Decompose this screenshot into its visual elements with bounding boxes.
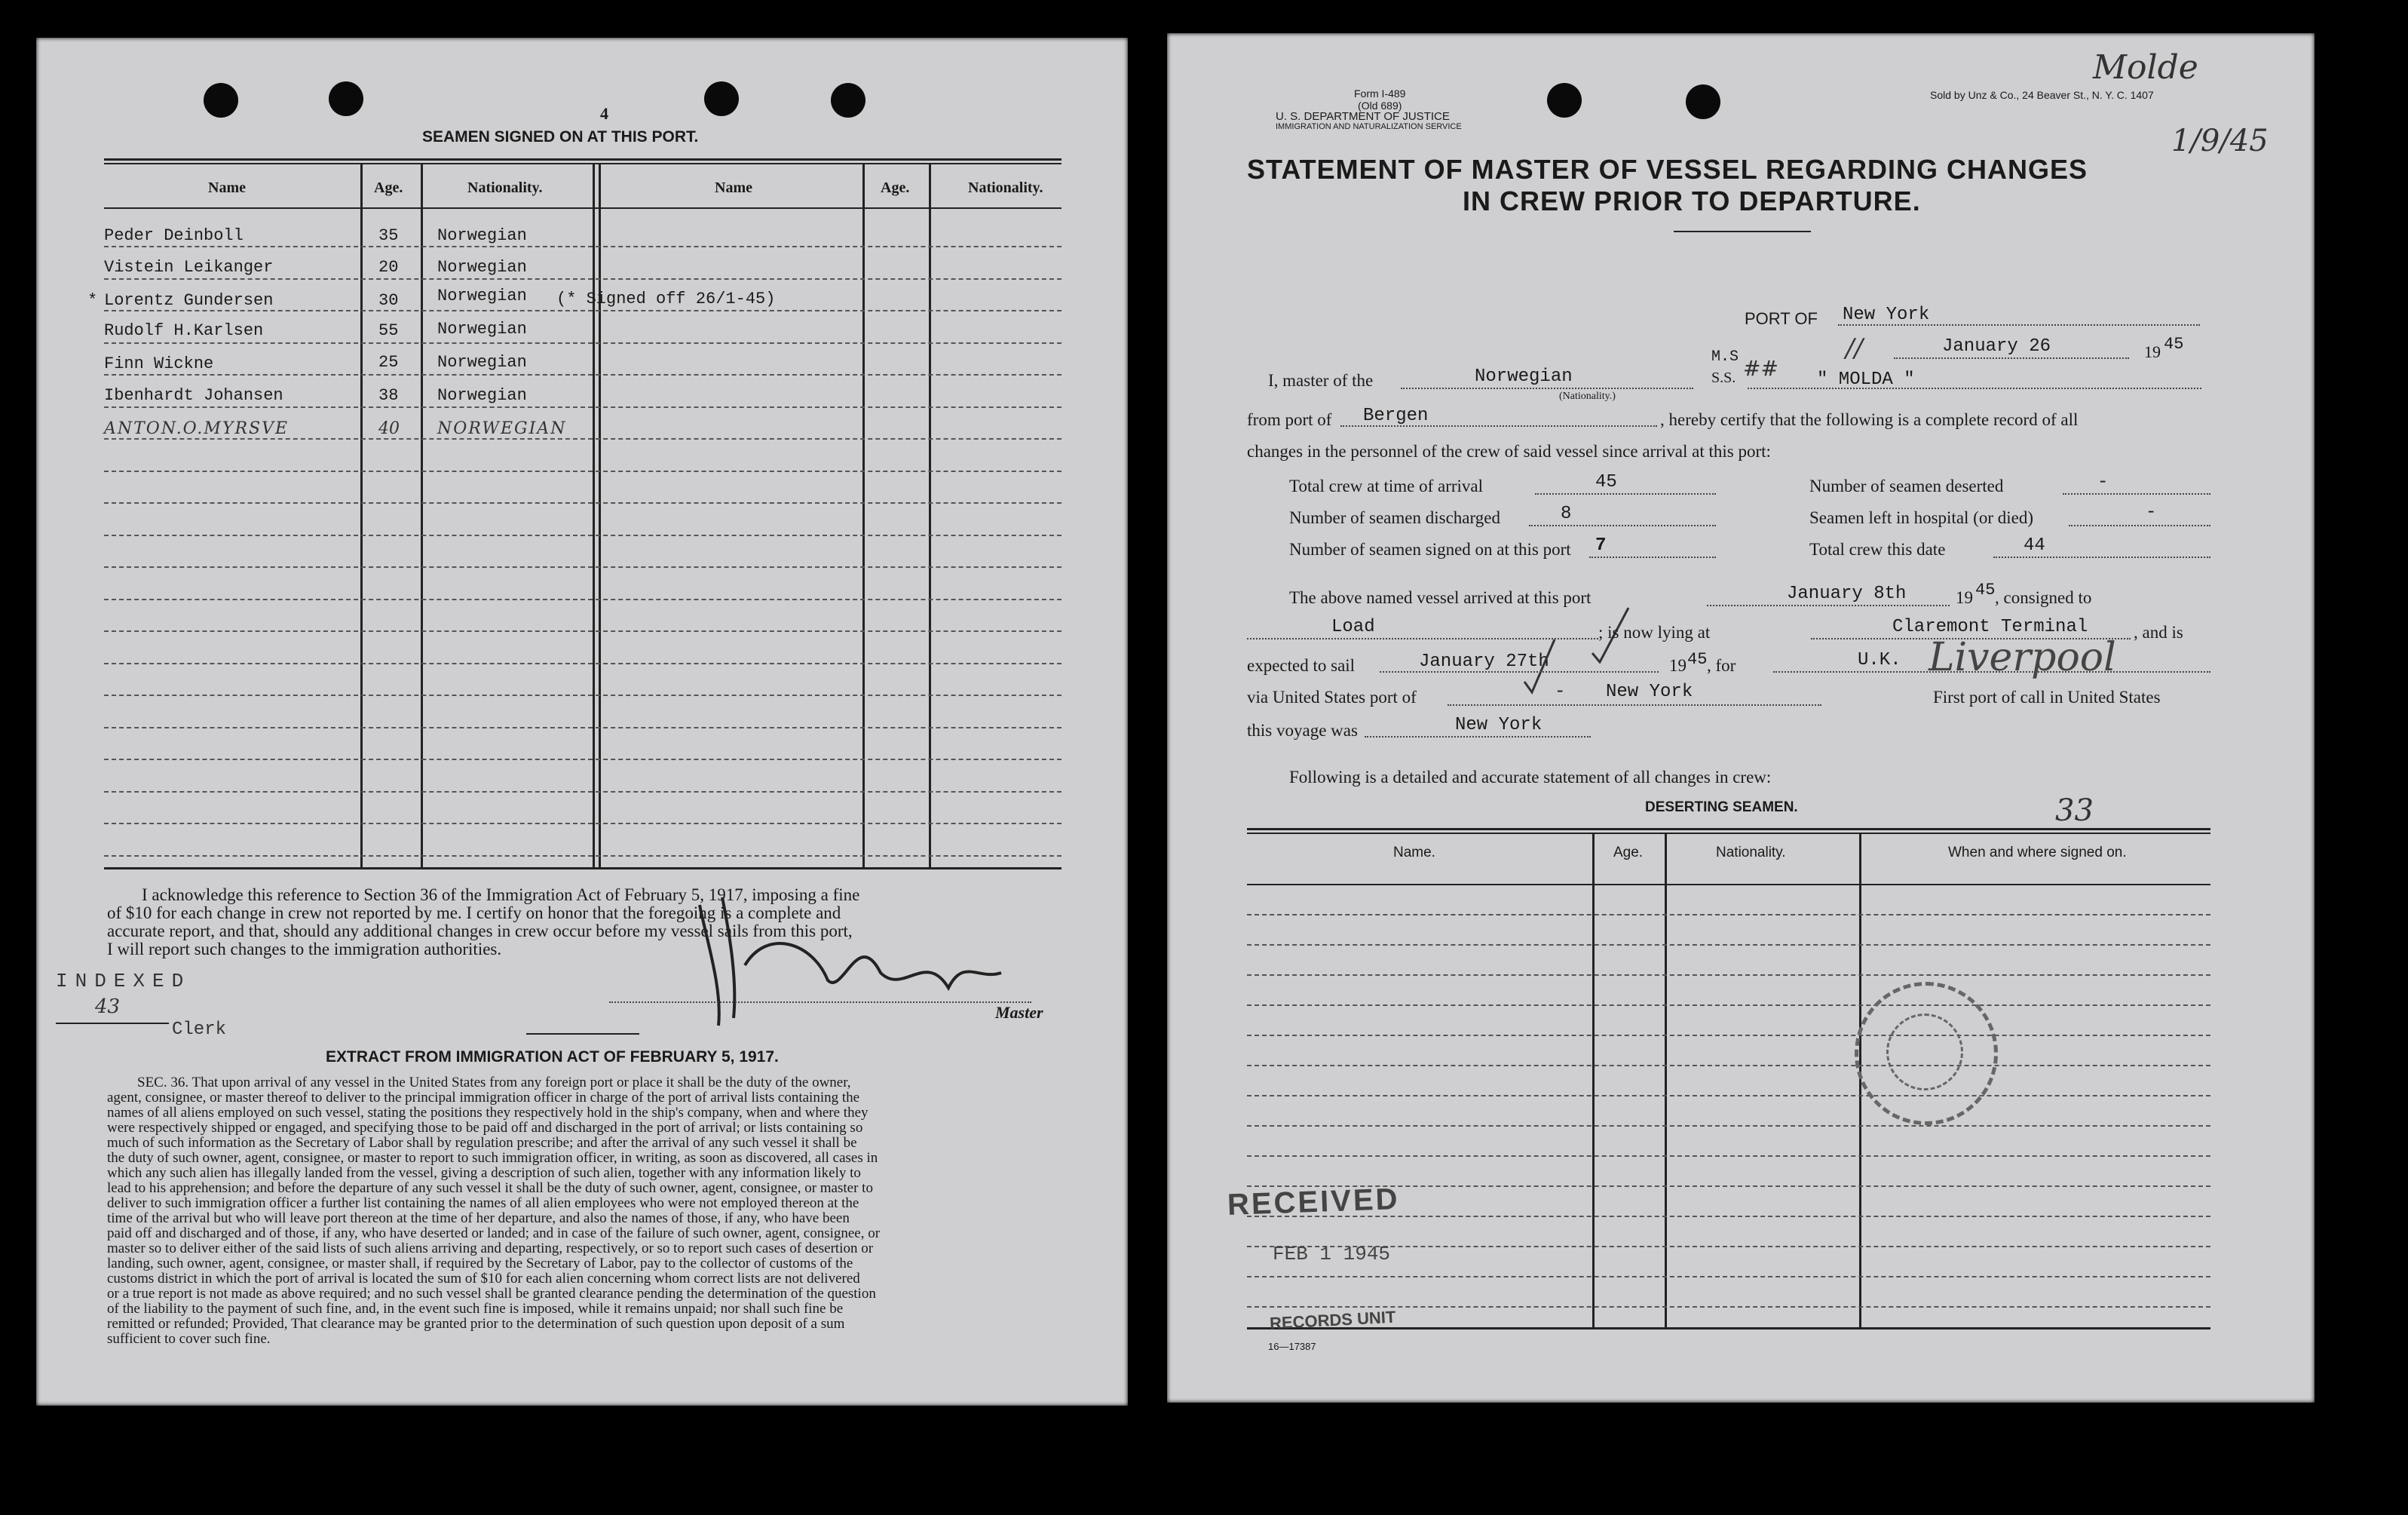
punch-hole: [704, 81, 739, 116]
seaman-nationality: Norwegian: [437, 258, 527, 277]
signed-off-note: (* Signed off 26/1-45): [556, 290, 776, 308]
col-nationality-2: Nationality.: [968, 179, 1043, 196]
row-rule: [1247, 1155, 2210, 1157]
seaman-age: 30: [378, 291, 399, 310]
discharged-label: Number of seamen discharged: [1289, 508, 1500, 527]
row-rule: [104, 502, 1062, 504]
row-rule: [1247, 1004, 2210, 1006]
seaman-name: Lorentz Gundersen: [104, 291, 274, 310]
seaman-age: 55: [378, 321, 399, 340]
row-rule: [104, 406, 1062, 408]
lying-label: ; is now lying at: [1598, 623, 1711, 642]
col-age-2: Age.: [881, 179, 910, 196]
acknowledge-line-3: accurate report, and that, should any additional changes in crew occur before my vessel sails from this port,: [107, 922, 853, 940]
total-day: 44: [2024, 535, 2045, 556]
extract-line: landing, such owner, agent, consignee, or master shall, if required by the Secretary of Labor, pay to the collector of customs of the: [107, 1256, 853, 1271]
seaman-nationality: NORWEGIAN: [437, 419, 567, 438]
total-day-label: Total crew this date: [1809, 540, 1946, 559]
row-rule: [104, 535, 1062, 536]
extract-line: sufficient to cover such fine.: [107, 1331, 271, 1347]
col-name: Name: [208, 179, 246, 196]
extract-line: agent, consignee, or master thereof to deliver to the principal immigration officer in charge of the port of arrival lists containing the: [107, 1090, 860, 1106]
extract-line: remitted or refunded; Provided, That clearance may be granted prior to the determination of such question upon deposit of a sum: [107, 1316, 845, 1332]
service: IMMIGRATION AND NATURALIZATION SERVICE: [1276, 122, 1462, 131]
seaman-age: 25: [378, 353, 399, 372]
row-rule: [104, 663, 1062, 664]
row-rule: [1247, 1065, 2210, 1066]
right-page: [1167, 33, 2315, 1403]
seaman-name: Peder Deinboll: [104, 226, 244, 245]
seaman-name: Ibenhardt Johansen: [104, 386, 283, 405]
row-rule: [104, 791, 1062, 793]
seaman-nationality: Norwegian: [437, 287, 527, 305]
row-rule: [104, 374, 1062, 376]
left-page: [36, 38, 1128, 1406]
total-arrival: 45: [1595, 472, 1617, 492]
extract-line: names of all aliens employed on such vessel, stating the positions they respectively hold in the ship's company, when and where they: [107, 1105, 869, 1121]
row-rule: [104, 823, 1062, 824]
row-rule: [1247, 974, 2210, 976]
master-of-label: I, master of the: [1268, 371, 1374, 390]
row-rule: [104, 566, 1062, 568]
seaman-age: 38: [378, 386, 399, 405]
clerk-number: 43: [95, 995, 121, 1018]
seaman-age: 20: [378, 258, 399, 277]
voyage-port: New York: [1455, 715, 1543, 735]
row-rule: [1247, 1125, 2210, 1127]
seaman-name: Vistein Leikanger: [104, 258, 274, 277]
extract-line: customs district in which the port of arrival is located the sum of $10 for each alien concerning whom correct lists are not delivered: [107, 1271, 860, 1287]
title-line-1: STATEMENT OF MASTER OF VESSEL REGARDING CHANGES: [1247, 154, 2088, 185]
row-rule: [104, 438, 1062, 440]
col-nationality: Nationality.: [467, 179, 543, 196]
extract-line: master so to deliver either of the said lists of such aliens arriving and departing, respectively, or so to report such cases of desertion or: [107, 1241, 874, 1256]
handwritten-molde: Molde: [2093, 48, 2198, 87]
year-prefix-3: 19: [1669, 656, 1687, 675]
punch-hole: [831, 83, 865, 118]
indexed-stamp: INDEXED: [56, 970, 191, 992]
handwritten-mark: //: [1846, 333, 1863, 363]
page-number: 4: [600, 104, 608, 123]
hospital: -: [2146, 502, 2157, 523]
deserting-heading: DESERTING SEAMEN.: [1645, 799, 1798, 815]
extract-line: which any such alien has illegally landed from the vessel, giving a description of such alien, together with any information likely to: [107, 1165, 861, 1181]
extract-body: [107, 1075, 1077, 1347]
extract-line: much of such information as the Secretary of Labor shall by regulation prescribe; and after the arrival of any such vessel it shall be: [107, 1135, 857, 1151]
master-signature: [677, 882, 1024, 1033]
extract-line: the duty of such owner, agent, consignee, or master to report to such immigration officer, in writing, as soon as discovered, all cases in: [107, 1150, 878, 1166]
row-rule: [104, 246, 1062, 247]
seaman-age: 35: [378, 226, 399, 245]
signed-on: 7: [1595, 535, 1607, 556]
extract-line: SEC. 36. That upon arrival of any vessel in the United States from any foreign port or place it shall be the duty of the owner,: [137, 1075, 851, 1090]
sold-by: Sold by Unz & Co., 24 Beaver St., N. Y. C. 1407: [1930, 89, 2154, 101]
destination-handwritten: Liverpool: [1929, 635, 2116, 680]
section-heading: SEAMEN SIGNED ON AT THIS PORT.: [422, 128, 699, 146]
row-rule: [1247, 1035, 2210, 1036]
extract-line: lead to his apprehension; and before the departure of any such vessel it shall be the duty of such owner, agent, consignee, or master to: [107, 1180, 873, 1196]
from-port-label: from port of: [1247, 410, 1332, 429]
year-suffix-3: 45: [1687, 650, 1708, 669]
row-rule: [104, 630, 1062, 632]
title-line-2: IN CREW PRIOR TO DEPARTURE.: [1463, 186, 1921, 216]
port-of-label: PORT OF: [1745, 309, 1818, 328]
row-rule: [104, 695, 1062, 696]
records-unit-stamp: RECORDS UNIT: [1269, 1307, 1396, 1333]
col-age: Age.: [374, 179, 403, 196]
row-rule: [104, 855, 1062, 857]
col-name: Name.: [1393, 845, 1435, 860]
asterisk-mark: *: [87, 291, 98, 310]
arrived-label: The above named vessel arrived at this port: [1289, 588, 1592, 607]
acknowledge-line-4: I will report such changes to the immigration authorities.: [107, 940, 502, 958]
form-number: Form I-489 (Old 689): [1354, 87, 1406, 112]
year-prefix: 19: [2144, 342, 2161, 361]
col-when-where: When and where signed on.: [1948, 845, 2127, 860]
struck-out-mark: ##: [1743, 356, 1778, 381]
handwritten-number: 33: [2055, 793, 2094, 828]
statement-date: January 26: [1942, 336, 2051, 357]
changes-line: changes in the personnel of the crew of said vessel since arrival at this port:: [1247, 442, 1771, 461]
master-label: Master: [995, 1003, 1043, 1022]
handwritten-date: 1/9/45: [2171, 124, 2269, 158]
hospital-label: Seamen left in hospital (or died): [1809, 508, 2034, 527]
row-rule: [1247, 1246, 2210, 1247]
lying-at: Claremont Terminal: [1892, 617, 2088, 637]
extract-line: of the liability to the payment of such fine, and, in the event such fine is imposed, while it remains unpaid; nor shall such fine be: [107, 1301, 844, 1317]
row-rule: [104, 471, 1062, 472]
form-code: 16—17387: [1268, 1341, 1316, 1352]
nationality-caption: (Nationality.): [1559, 391, 1616, 402]
seaman-nationality: Norwegian: [437, 320, 527, 339]
row-rule: [104, 727, 1062, 728]
port-of: New York: [1843, 305, 1930, 325]
deserted-label: Number of seamen deserted: [1809, 477, 2004, 495]
seaman-age: 40: [378, 419, 400, 438]
extract-line: paid off and discharged and of those, if any, who have deserted or landed; and in case of the failure of such owner, agent, consignee, or: [107, 1225, 881, 1241]
extract-line: were respectively shipped or engaged, and specifying those to be paid off and discharged in the port of arrival; or lists containing so: [107, 1120, 863, 1136]
year-prefix-2: 19: [1956, 588, 1973, 607]
received-stamp: RECEIVED: [1227, 1182, 1401, 1222]
ss-label: S.S.: [1711, 370, 1736, 386]
consigned-to: Load: [1331, 617, 1375, 637]
total-arrival-label: Total crew at time of arrival: [1289, 477, 1484, 495]
check-mark: [1521, 636, 1559, 697]
seaman-name: Rudolf H.Karlsen: [104, 321, 264, 340]
extract-line: or a true report is not made as above required; and no such vessel shall be granted clearance pending the determination of the question: [107, 1286, 876, 1302]
certify-text: , hereby certify that the following is a complete record of all: [1660, 410, 2079, 429]
via-dash: -: [1555, 682, 1566, 702]
extract-line: deliver to such immigration officer a further list containing the names of all alien employees who were not employed thereon at the: [107, 1195, 859, 1211]
extract-title: EXTRACT FROM IMMIGRATION ACT OF FEBRUARY 5, 1917.: [326, 1048, 779, 1066]
via-label: via United States port of: [1247, 688, 1417, 707]
for-label: , for: [1707, 656, 1736, 675]
clerk-label: Clerk: [172, 1020, 227, 1040]
vessel-name: " MOLDA ": [1817, 370, 1915, 390]
year-suffix-2: 45: [1975, 581, 1996, 600]
first-port-label: First port of call in United States: [1933, 688, 2161, 707]
row-rule: [104, 759, 1062, 760]
discharged: 8: [1561, 504, 1572, 524]
punch-hole: [1686, 84, 1720, 119]
seaman-nationality: Norwegian: [437, 226, 527, 245]
deserted: -: [2097, 472, 2109, 492]
signed-on-label: Number of seamen signed on at this port: [1289, 540, 1571, 559]
nationality-value: Norwegian: [1475, 366, 1573, 387]
from-port: Bergen: [1363, 406, 1429, 426]
year-suffix: 45: [2164, 335, 2184, 354]
row-rule: [1247, 1276, 2210, 1277]
row-rule: [1247, 914, 2210, 915]
acknowledge-line-2: of $10 for each change in crew not reported by me. I certify on honor that the foregoing is a complete and: [107, 903, 841, 922]
punch-hole: [204, 83, 238, 118]
arrived-date: January 8th: [1787, 584, 1907, 604]
punch-hole: [329, 81, 363, 116]
seaman-name: ANTON.O.MYRSVE: [104, 419, 290, 438]
punch-hole: [1547, 83, 1582, 118]
row-rule: [1247, 944, 2210, 946]
voyage-label: this voyage was: [1247, 721, 1358, 740]
row-rule: [104, 278, 1062, 280]
via-port: New York: [1606, 682, 1693, 702]
consigned-label: , consigned to: [1995, 588, 2092, 607]
and-is-label: , and is: [2134, 623, 2183, 642]
received-date: FEB 1 1945: [1273, 1243, 1391, 1265]
following-text: Following is a detailed and accurate statement of all changes in crew:: [1289, 768, 1772, 787]
row-rule: [1247, 1095, 2210, 1096]
col-age: Age.: [1613, 845, 1644, 860]
extract-line: time of the arrival but who will leave port thereon at the time of her departure, and also the names of those, if any, who have been: [107, 1210, 850, 1226]
acknowledge-line-1: I acknowledge this reference to Section 36 of the Immigration Act of February 5, 1917, imposing a fine: [142, 885, 860, 904]
sail-date: January 27th: [1419, 652, 1549, 672]
for-destination: U.K.: [1858, 650, 1901, 670]
seaman-name: Finn Wickne: [104, 354, 214, 373]
seaman-nationality: Norwegian: [437, 353, 527, 372]
row-rule: [104, 310, 1062, 311]
seaman-nationality: Norwegian: [437, 386, 527, 405]
row-rule: [104, 342, 1062, 344]
col-name-2: Name: [715, 179, 752, 196]
col-nationality: Nationality.: [1716, 845, 1786, 860]
department: U. S. DEPARTMENT OF JUSTICE: [1276, 110, 1450, 123]
row-rule: [104, 599, 1062, 600]
sail-label: expected to sail: [1247, 656, 1356, 675]
ms-label: M.S: [1711, 348, 1739, 366]
